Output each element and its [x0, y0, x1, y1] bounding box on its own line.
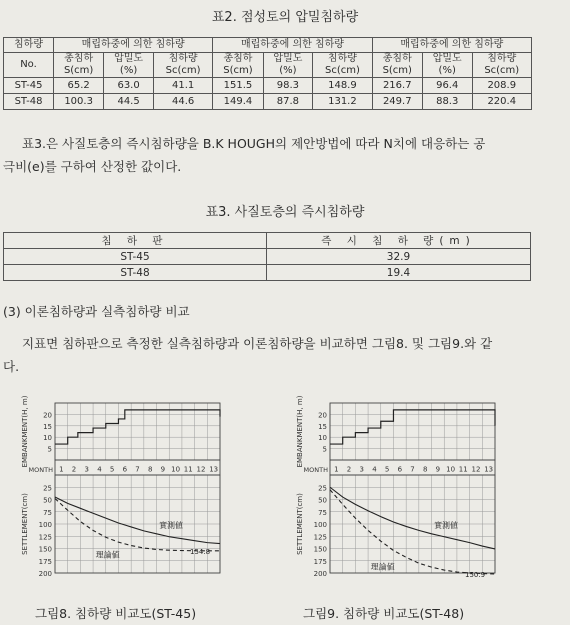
- y-tick-label: 20: [43, 411, 52, 420]
- table2-corner-top: 침하량: [4, 38, 54, 53]
- measured-series-line: [55, 497, 220, 544]
- month-tick-label: 4: [97, 465, 102, 474]
- table3: [3, 232, 531, 281]
- y-tick-label: 5: [47, 445, 52, 454]
- theory-series-line: [55, 499, 220, 551]
- table-cell: 220.4: [472, 94, 531, 110]
- section-heading: (3) 이론침하량과 실측침하량 비교: [3, 304, 190, 319]
- table3-header: 즉 시 침 하 량(m): [267, 233, 531, 249]
- table3-title: 표3. 사질토층의 즉시침하량: [205, 205, 365, 220]
- y-tick-label: 15: [318, 422, 327, 431]
- table2-group-header: 매립하중에 의한 침하량: [213, 38, 372, 53]
- table-cell: 131.2: [313, 94, 372, 110]
- settlement-axis-label: SETTLEMENT(cm): [296, 493, 304, 555]
- y-tick-label: 100: [313, 521, 327, 529]
- chart-fig8: [15, 395, 230, 595]
- paragraph-line: 지표면 침하판으로 측정한 실측침하량과 이론침하량을 비교하면 그림8. 및 그림9.와 같: [22, 336, 493, 351]
- table-cell: 149.4: [213, 94, 263, 110]
- chart-fig9: [290, 395, 505, 595]
- table2: [3, 37, 532, 110]
- table2-subheader: 총침하 S(cm): [213, 53, 263, 78]
- embankment-axis-label: EMBANKMENT(H, m): [296, 395, 304, 468]
- month-tick-label: 7: [135, 465, 140, 474]
- month-tick-label: 6: [122, 465, 128, 474]
- y-tick-label: 50: [318, 496, 327, 505]
- theory-series-label: 理論値: [95, 550, 120, 560]
- embankment-line: [330, 410, 495, 444]
- table-cell: 216.7: [372, 78, 422, 94]
- embankment-frame: [55, 403, 220, 460]
- paragraph-line: 극비(e)를 구하여 산정한 값이다.: [3, 159, 182, 174]
- month-tick-label: 7: [410, 465, 415, 474]
- month-tick-label: 12: [196, 465, 206, 474]
- month-tick-label: 3: [359, 465, 364, 474]
- table2-subheader: 압밀도 (%): [422, 53, 472, 78]
- month-tick-label: 1: [59, 465, 64, 474]
- table-cell: 100.3: [54, 94, 104, 110]
- table-cell: 88.3: [422, 94, 472, 110]
- table-cell: ST-45: [4, 249, 267, 265]
- table2-subheader: 총침하 S(cm): [372, 53, 422, 78]
- paragraph-line: 다.: [3, 359, 20, 374]
- table-cell: 208.9: [472, 78, 531, 94]
- measured-series-label: 實測値: [159, 520, 184, 530]
- table-cell: 32.9: [267, 249, 531, 265]
- table2-subheader: 압밀도 (%): [263, 53, 313, 78]
- y-tick-label: 15: [43, 422, 52, 431]
- theory-series-label: 理論値: [370, 562, 395, 572]
- table-cell: 249.7: [372, 94, 422, 110]
- table-cell: 151.5: [213, 78, 263, 94]
- paragraph-line: 표3.은 사질토층의 즉시침하량을 B.K HOUGH의 제안방법에 따라 N치에 대응하는 공: [22, 136, 486, 151]
- table-cell: 63.0: [104, 78, 154, 94]
- y-tick-label: 10: [318, 434, 327, 443]
- embankment-axis-label: EMBANKMENT(H, m): [21, 395, 29, 468]
- table2-subheader: 침하량 Sc(cm): [153, 53, 212, 78]
- table-cell: 148.9: [313, 78, 372, 94]
- table2-subheader: 압밀도 (%): [104, 53, 154, 78]
- month-axis-label: MONTH: [28, 466, 53, 474]
- table-cell: 41.1: [153, 78, 212, 94]
- measured-series-label: 實測値: [434, 520, 459, 530]
- y-tick-label: 5: [322, 445, 327, 454]
- month-tick-label: 8: [422, 465, 428, 474]
- table2-group-header: 매립하중에 의한 침하량: [372, 38, 531, 53]
- month-tick-label: 3: [84, 465, 89, 474]
- table-cell: ST-48: [4, 265, 267, 281]
- y-tick-label: 175: [38, 557, 52, 566]
- table-row: [4, 265, 531, 281]
- month-tick-label: 1: [334, 465, 339, 474]
- month-tick-label: 13: [484, 465, 494, 474]
- table2-corner-bottom: No.: [4, 53, 54, 78]
- embankment-line: [55, 410, 220, 444]
- month-tick-label: 2: [71, 465, 77, 474]
- embankment-frame: [330, 403, 495, 460]
- table-cell: 44.5: [104, 94, 154, 110]
- y-tick-label: 125: [313, 533, 327, 542]
- table2-subheader: 침하량 Sc(cm): [472, 53, 531, 78]
- end-value-label: 150.9: [465, 570, 486, 579]
- table2-subheader: 침하량 Sc(cm): [313, 53, 372, 78]
- month-tick-label: 12: [471, 465, 481, 474]
- figure8-caption: 그림8. 침하량 비교도(ST-45): [35, 606, 197, 621]
- y-tick-label: 175: [313, 557, 327, 566]
- month-tick-label: 9: [435, 465, 441, 474]
- table-cell: 87.8: [263, 94, 313, 110]
- month-tick-label: 11: [458, 465, 468, 474]
- y-tick-label: 25: [318, 484, 327, 493]
- table-row: [4, 94, 532, 110]
- y-tick-label: 100: [38, 521, 52, 529]
- y-tick-label: 200: [38, 570, 52, 578]
- month-tick-label: 10: [446, 465, 456, 474]
- month-tick-label: 6: [397, 465, 403, 474]
- table-cell: 19.4: [267, 265, 531, 281]
- table-cell: 98.3: [263, 78, 313, 94]
- y-tick-label: 75: [43, 508, 52, 517]
- y-tick-label: 200: [313, 570, 327, 578]
- row-label: ST-45: [4, 78, 54, 94]
- table-cell: 65.2: [54, 78, 104, 94]
- table3-header: 침 하 판: [4, 233, 267, 249]
- end-value-label: 154.8: [190, 547, 211, 556]
- month-tick-label: 5: [384, 465, 390, 474]
- y-tick-label: 10: [43, 434, 52, 443]
- y-tick-label: 75: [318, 508, 327, 517]
- y-tick-label: 50: [43, 496, 52, 505]
- y-tick-label: 25: [43, 484, 52, 493]
- table-row: [4, 249, 531, 265]
- table-cell: 96.4: [422, 78, 472, 94]
- month-tick-label: 2: [346, 465, 352, 474]
- month-tick-label: 11: [183, 465, 193, 474]
- table2-group-header: 매립하중에 의한 침하량: [54, 38, 213, 53]
- month-tick-label: 10: [171, 465, 181, 474]
- y-tick-label: 150: [313, 545, 327, 554]
- table2-title: 표2. 점성토의 압밀침하량: [211, 10, 359, 25]
- month-tick-label: 13: [209, 465, 219, 474]
- table-row: [4, 78, 532, 94]
- month-tick-label: 4: [372, 465, 377, 474]
- figure9-caption: 그림9. 침하량 비교도(ST-48): [303, 606, 465, 621]
- month-tick-label: 8: [147, 465, 153, 474]
- y-tick-label: 20: [318, 411, 327, 420]
- month-axis-label: MONTH: [303, 466, 328, 474]
- month-tick-label: 9: [160, 465, 166, 474]
- y-tick-label: 150: [38, 545, 52, 554]
- table2-subheader: 총침하 S(cm): [54, 53, 104, 78]
- settlement-axis-label: SETTLEMENT(cm): [21, 493, 29, 555]
- row-label: ST-48: [4, 94, 54, 110]
- month-tick-label: 5: [109, 465, 115, 474]
- y-tick-label: 125: [38, 533, 52, 542]
- table-cell: 44.6: [153, 94, 212, 110]
- theory-series-line: [330, 490, 495, 574]
